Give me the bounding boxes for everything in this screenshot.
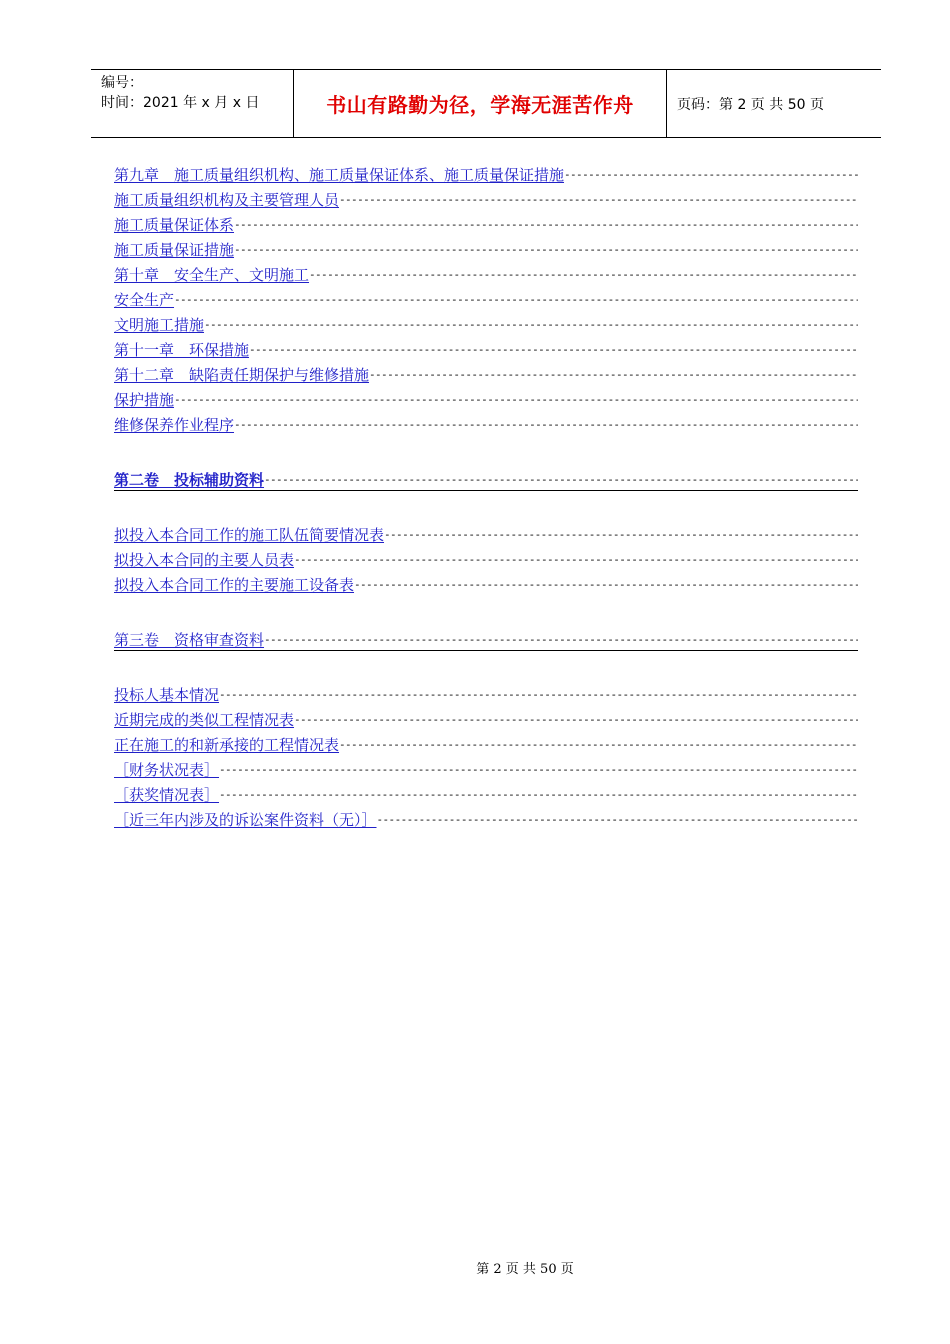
- spacer: [114, 651, 858, 680]
- toc-link[interactable]: 拟投入本合同工作的施工队伍简要情况表: [114, 526, 385, 544]
- dot-leader: [384, 525, 858, 545]
- dot-leader: [339, 190, 858, 210]
- toc-link[interactable]: ［近三年内涉及的诉讼案件资料（无）］: [114, 811, 377, 829]
- toc-volume-entry[interactable]: [114, 465, 858, 491]
- toc-link[interactable]: 施工质量保证体系: [114, 216, 235, 234]
- dot-leader: [219, 785, 858, 805]
- toc-entry[interactable]: [114, 335, 858, 360]
- toc-entry[interactable]: [114, 780, 858, 805]
- toc-volume-link[interactable]: 第二卷 投标辅助资料: [114, 471, 265, 489]
- header-motto: 书山有路勤为径，学海无涯苦作舟: [293, 70, 667, 137]
- toc-link[interactable]: 保护措施: [114, 391, 175, 409]
- toc-link[interactable]: 施工质量保证措施: [114, 241, 235, 259]
- dot-leader: [234, 215, 858, 235]
- toc-entry[interactable]: [114, 570, 858, 595]
- toc-link[interactable]: 安全生产: [114, 291, 175, 309]
- toc-link[interactable]: ［财务状况表］: [114, 761, 220, 779]
- toc-entry[interactable]: [114, 285, 858, 310]
- dot-leader: [249, 340, 858, 360]
- toc-entry[interactable]: [114, 730, 858, 755]
- toc-entry[interactable]: [114, 235, 858, 260]
- toc-link[interactable]: 近期完成的类似工程情况表: [114, 711, 295, 729]
- dot-leader: [234, 240, 858, 260]
- spacer: [114, 491, 858, 520]
- toc-link[interactable]: 拟投入本合同工作的主要施工设备表: [114, 576, 355, 594]
- dot-leader: [204, 315, 858, 335]
- toc-volume-link[interactable]: 第三卷 资格审查资料: [114, 631, 265, 649]
- toc-entry[interactable]: [114, 520, 858, 545]
- dot-leader: [264, 630, 858, 650]
- toc-entry[interactable]: [114, 310, 858, 335]
- table-of-contents: [114, 160, 858, 830]
- toc-link[interactable]: 第十一章 环保措施: [114, 341, 250, 359]
- toc-entry[interactable]: [114, 360, 858, 385]
- toc-entry[interactable]: [114, 185, 858, 210]
- spacer: [114, 435, 858, 465]
- header-page-number: 页码：第 2 页 共 50 页: [677, 96, 824, 113]
- toc-entry[interactable]: [114, 410, 858, 435]
- toc-link[interactable]: 第十二章 缺陷责任期保护与维修措施: [114, 366, 370, 384]
- dot-leader: [219, 685, 858, 705]
- dot-leader: [234, 415, 858, 435]
- dot-leader: [264, 470, 858, 490]
- spacer: [114, 595, 858, 625]
- toc-entry[interactable]: [114, 545, 858, 570]
- page-header: [91, 69, 881, 138]
- dot-leader: [369, 365, 858, 385]
- page-footer: 第 2 页 共 50 页: [476, 1262, 574, 1277]
- dot-leader: [174, 290, 858, 310]
- toc-link[interactable]: 拟投入本合同的主要人员表: [114, 551, 295, 569]
- dot-leader: [294, 550, 858, 570]
- dot-leader: [309, 265, 858, 285]
- toc-link[interactable]: 第十章 安全生产、文明施工: [114, 266, 310, 284]
- toc-entry[interactable]: [114, 680, 858, 705]
- toc-link[interactable]: 投标人基本情况: [114, 686, 220, 704]
- header-meta: [91, 70, 293, 137]
- toc-entry[interactable]: [114, 160, 858, 185]
- dot-leader: [174, 390, 858, 410]
- dot-leader: [294, 710, 858, 730]
- dot-leader: [219, 760, 858, 780]
- toc-link[interactable]: 施工质量组织机构及主要管理人员: [114, 191, 340, 209]
- document-time: 时间：2021 年 x 月 x 日: [101, 95, 260, 111]
- toc-entry[interactable]: [114, 755, 858, 780]
- toc-entry[interactable]: [114, 385, 858, 410]
- toc-volume-entry[interactable]: [114, 625, 858, 651]
- toc-entry[interactable]: [114, 210, 858, 235]
- dot-leader: [354, 575, 858, 595]
- toc-link[interactable]: ［获奖情况表］: [114, 786, 220, 804]
- toc-entry[interactable]: [114, 260, 858, 285]
- toc-link[interactable]: 文明施工措施: [114, 316, 205, 334]
- toc-link[interactable]: 维修保养作业程序: [114, 416, 235, 434]
- document-number: 编号：: [101, 75, 143, 91]
- toc-link[interactable]: 第九章 施工质量组织机构、施工质量保证体系、施工质量保证措施: [114, 166, 565, 184]
- toc-link[interactable]: 正在施工的和新承接的工程情况表: [114, 736, 340, 754]
- dot-leader: [377, 810, 858, 830]
- dot-leader: [564, 165, 858, 185]
- toc-entry[interactable]: [114, 705, 858, 730]
- toc-entry[interactable]: [114, 805, 858, 830]
- dot-leader: [339, 735, 858, 755]
